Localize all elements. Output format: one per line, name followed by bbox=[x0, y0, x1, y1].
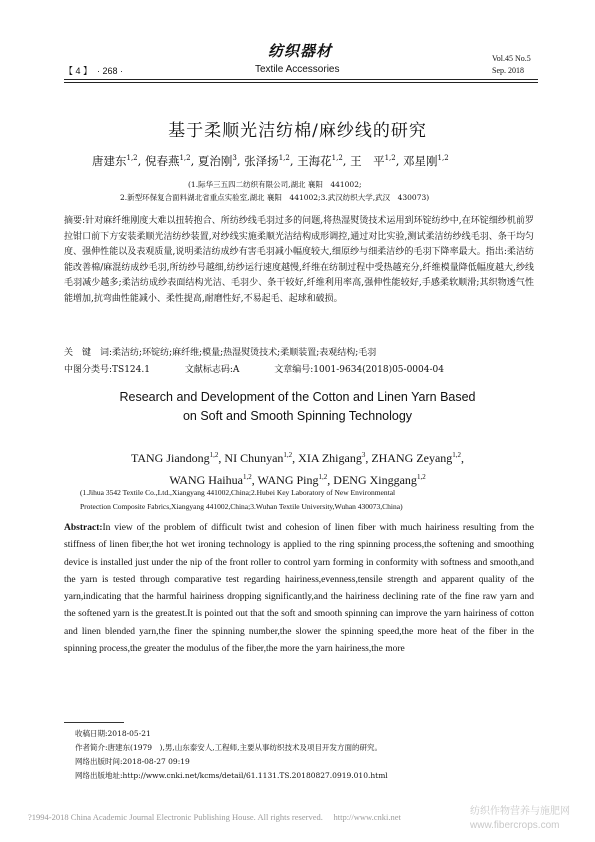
volume-number: Vol.45 No.5 bbox=[492, 54, 531, 63]
issue-info bbox=[492, 53, 531, 77]
abstract-cn: 摘要:针对麻纤维刚度大难以扭转抱合、所纺纱线毛羽过多的问题,将热湿熨烫技术运用到环锭纺纱中,在环锭细纱机前罗拉钳口前下方安装柔顺光洁纺纱装置,对纱线实施柔顺光洁结构成形调控,通过对比实验,测试柔洁纺纱线毛羽、条干均匀度、强伸性能以及表观质量,说明柔洁纺成纱有害毛羽减小幅度较大,细原纱与细柔洁纱的毛羽下降率最大。指出:柔洁纺能改善棉/麻混纺成纱毛羽,所纺纱号越细,纺纱运行速度越慢,纤维在纺制过程中受热越充分,纤维模量降低幅度越大,纱线毛羽减少越多;柔洁纺成纱表面结构光洁、毛羽少、条干较好,纤维利用率高,强伸性能较好,手感柔软顺滑;其织物透气性能增加,抗弯曲性能减小、柔性提高,耐磨性好,不易起毛、起球和破损。 bbox=[64, 216, 534, 304]
article-title-cn: 基于柔顺光洁纺棉/麻纱线的研究 bbox=[168, 121, 427, 141]
author-cn: 夏治刚$^3$ bbox=[197, 154, 237, 168]
header-rule-thin bbox=[64, 82, 538, 83]
author-en: NI Chunyan$^{1,2}$, bbox=[224, 451, 296, 465]
author-bio: 作者简介:唐建东(1979 ),男,山东泰安人,工程师,主要从事纺织技术及项目开发方面的研究。 bbox=[75, 743, 382, 752]
affiliation-cn-1: (1.际华三五四二纺织有限公司,湖北 襄阳 441002; bbox=[188, 180, 362, 189]
header-rule bbox=[64, 79, 538, 80]
author-en: DENG Xinggang$^{1,2}$ bbox=[333, 473, 426, 487]
author-en: WANG Haihua$^{1,2}$, bbox=[169, 473, 255, 487]
affiliation-en bbox=[80, 486, 520, 514]
abstract-en-label: Abstract: bbox=[64, 523, 103, 533]
page-header-left bbox=[64, 64, 123, 77]
journal-name-en: Textile Accessories bbox=[255, 64, 340, 75]
author-list-cn: 唐建东$^{1,2}$, 倪春燕$^{1,2}$, 夏治刚$^3$, 张泽扬$^{1,2}$, 王海花$^{1,2}$, 王 平$^{1,2}$, 邓星刚$^{1,2}$ bbox=[92, 154, 449, 168]
author-cn: 王 平$^{1,2}$ bbox=[350, 154, 396, 168]
received-date: 收稿日期:2018-05-21 bbox=[75, 729, 151, 738]
title-en-line: Research and Development of the Cotton and Linen Yarn Based bbox=[119, 390, 476, 404]
author-en: TANG Jiandong$^{1,2}$, bbox=[130, 451, 222, 465]
author-cn: 倪春燕$^{1,2}$ bbox=[144, 154, 191, 168]
site-watermark: 纺织作物营养与施肥网 www.fibercrops.com bbox=[470, 806, 570, 831]
abstract-en bbox=[64, 520, 534, 658]
affiliation-en-line: (1.Jihua 3542 Textile Co.,Ltd.,Xiangyang 441002,China;2.Hubei Key Laboratory of New Environmental bbox=[80, 488, 396, 497]
issue-date: Sep. 2018 bbox=[492, 66, 524, 75]
journal-logo-cn: 纺织器材 bbox=[268, 42, 333, 60]
document-code: 文献标志码:A bbox=[184, 365, 240, 375]
author-en: XIA Zhigang$^3$, bbox=[298, 451, 369, 465]
online-publish-url[interactable]: 网络出版地址:http://www.cnki.net/kcms/detail/61.1131.TS.20180827.0919.010.html bbox=[75, 771, 388, 780]
author-cn: 张泽扬$^{1,2}$ bbox=[244, 154, 290, 168]
copyright-notice: ?1994-2018 China Academic Journal Electronic Publishing House. All rights reserved. http://www.cnki.net bbox=[28, 812, 401, 822]
article-number: 文章编号:1001-9634(2018)05-0004-04 bbox=[274, 365, 444, 375]
footnote-rule bbox=[64, 722, 124, 723]
article-title-en bbox=[0, 388, 595, 426]
affiliation-cn-2: 2.新型环保复合面料湖北省重点实验室,湖北 襄阳 441002;3.武汉纺织大学,武汉 430073) bbox=[120, 193, 430, 202]
footnotes bbox=[75, 727, 535, 783]
keywords-cn: 关 键 词:柔洁纺;环锭纺;麻纤维;模量;热湿熨烫技术;柔顺装置;表观结构;毛羽 bbox=[64, 348, 377, 358]
classification-line bbox=[64, 362, 534, 375]
title-en-line: on Soft and Smooth Spinning Technology bbox=[182, 409, 413, 423]
affiliation-en-line: Protection Composite Fabrics,Xiangyang 441002,China;3.Wuhan Textile University,Wuhan 430073,China) bbox=[80, 502, 403, 511]
author-list-en bbox=[0, 446, 595, 490]
author-en: WANG Ping$^{1,2}$, bbox=[257, 473, 331, 487]
author-cn: 王海花$^{1,2}$ bbox=[297, 154, 343, 168]
cnki-link[interactable]: http://www.cnki.net bbox=[333, 812, 401, 822]
abstract-en-text: In view of the problem of difficult twist and cohesion of linen fiber with much hairiness resulting from the stiffness of linen fiber,the hot wet ironing technology is applied to the ring spinning process,the softening and smoothing device is installed just under the nip of the front roller to control yarn forming in conformity with softness and smooth,and the yarn is tested through comparative test regarding hairiness,evenness,tensile strength and apparent quality of the yarn,indicating that the harmful hairiness dropping significantly,and the hairiness declining rate of the fine raw yarn and the softened yarn is the greatest.It is pointed out that the soft and smooth spinning can improve the yarn hairiness of cotton and linen blended yarn,the finer the spinning number,the slower the spinning speed,the more heat of the fiber in the spinning process,the greater the modulus of the fiber,the more the yarn hairiness,the more bbox=[64, 523, 534, 655]
page-number: · 268 · bbox=[97, 66, 124, 76]
author-cn: 唐建东$^{1,2}$ bbox=[92, 154, 138, 168]
author-en: ZHANG Zeyang$^{1,2}$, bbox=[371, 451, 465, 465]
author-cn: 邓星刚$^{1,2}$ bbox=[403, 154, 449, 168]
online-publish-time: 网络出版时间:2018-08-27 09:19 bbox=[75, 757, 190, 766]
clc-number: 中图分类号:TS124.1 bbox=[64, 365, 150, 375]
page-bracket: 【 4 】 bbox=[64, 66, 93, 76]
